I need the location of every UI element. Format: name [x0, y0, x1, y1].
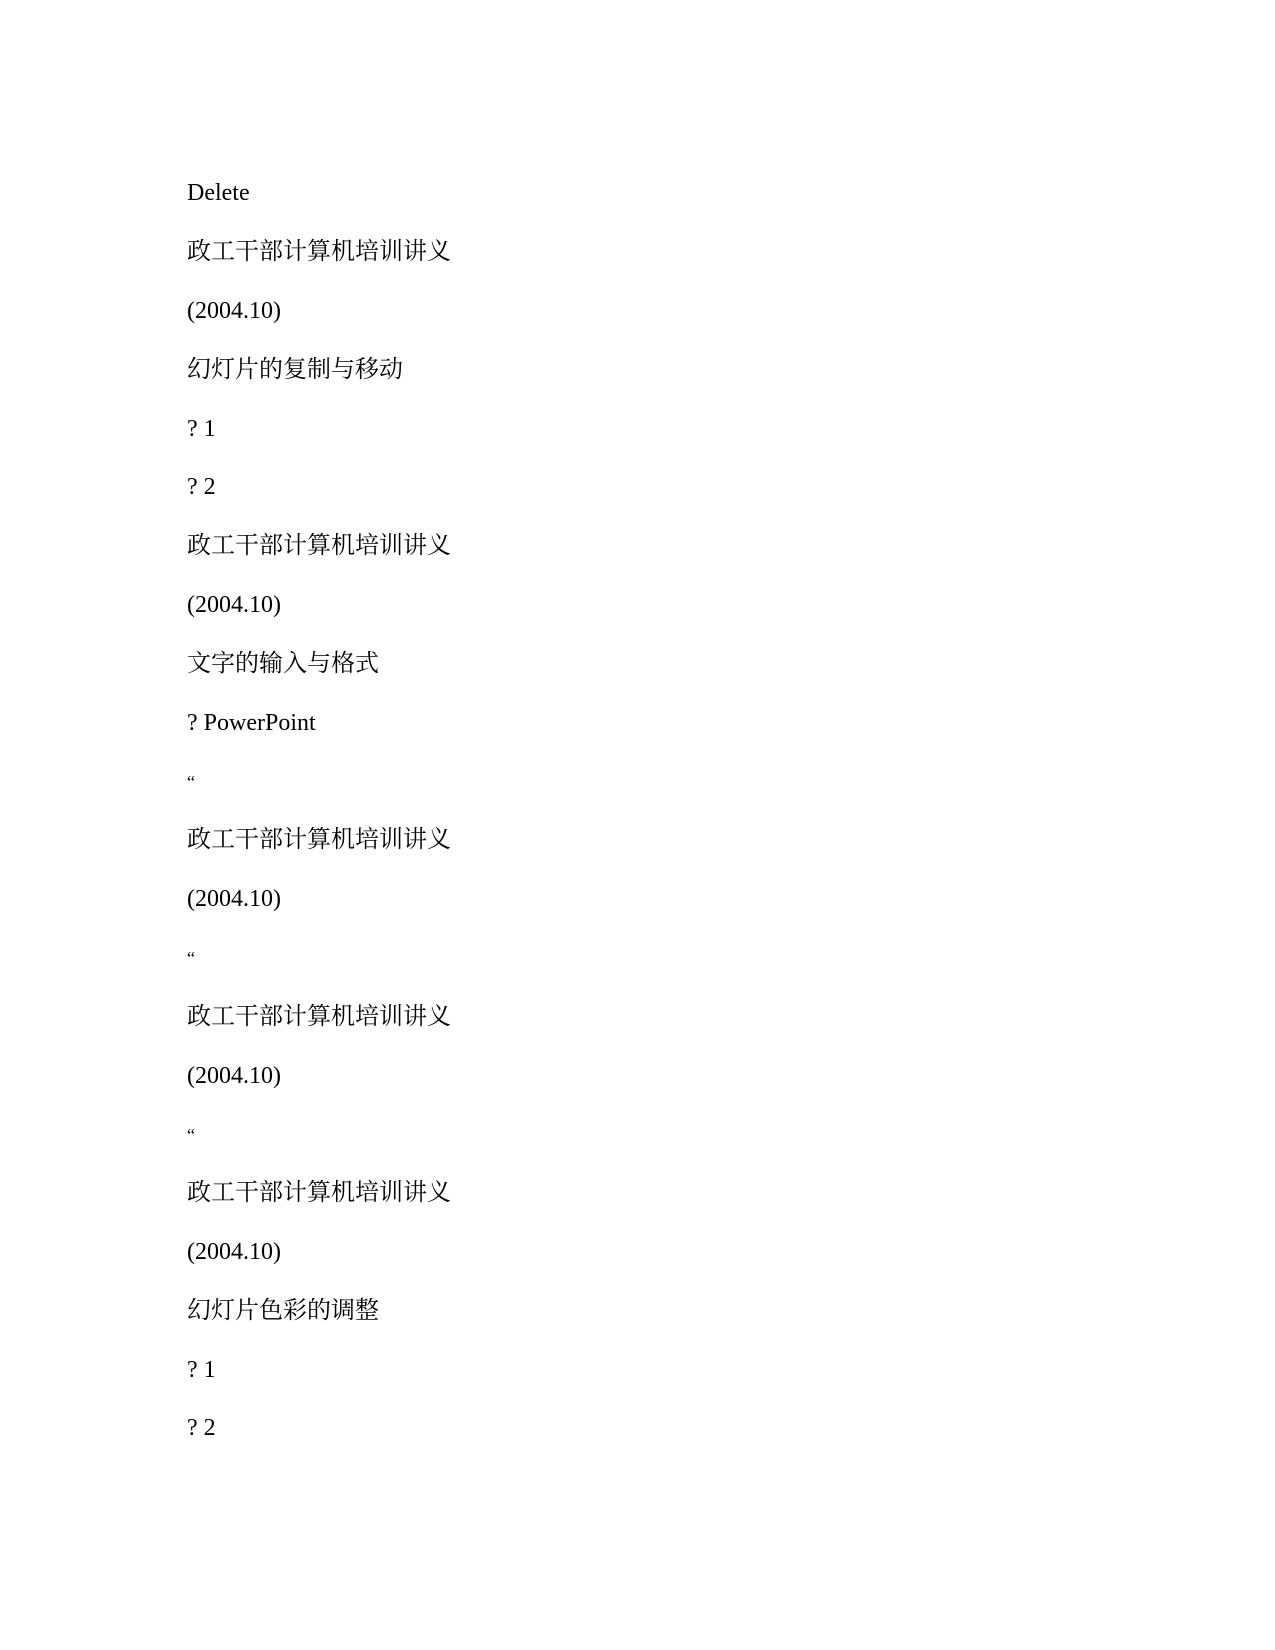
text-line: “ [187, 772, 195, 792]
text-line: 幻灯片色彩的调整 [187, 1298, 379, 1324]
text-line: (2004.10) [187, 886, 281, 912]
text-line: 政工干部计算机培训讲义 [187, 1004, 451, 1030]
text-line: 政工干部计算机培训讲义 [187, 239, 451, 265]
text-line: 政工干部计算机培训讲义 [187, 533, 451, 559]
text-line: 文字的输入与格式 [187, 651, 379, 677]
text-line: “ [187, 948, 195, 968]
text-line: (2004.10) [187, 298, 281, 324]
text-line: ? 1 [187, 416, 216, 442]
text-line: (2004.10) [187, 1063, 281, 1089]
text-line: (2004.10) [187, 592, 281, 618]
text-line: 政工干部计算机培训讲义 [187, 1180, 451, 1206]
text-line: ? 2 [187, 1415, 216, 1441]
text-line: “ [187, 1125, 195, 1145]
text-line: ? 1 [187, 1357, 216, 1383]
text-line: 幻灯片的复制与移动 [187, 357, 403, 383]
text-line: ? 2 [187, 474, 216, 500]
text-line: 政工干部计算机培训讲义 [187, 827, 451, 853]
text-line: ? PowerPoint [187, 710, 316, 736]
text-line: (2004.10) [187, 1239, 281, 1265]
text-line: Delete [187, 180, 250, 206]
